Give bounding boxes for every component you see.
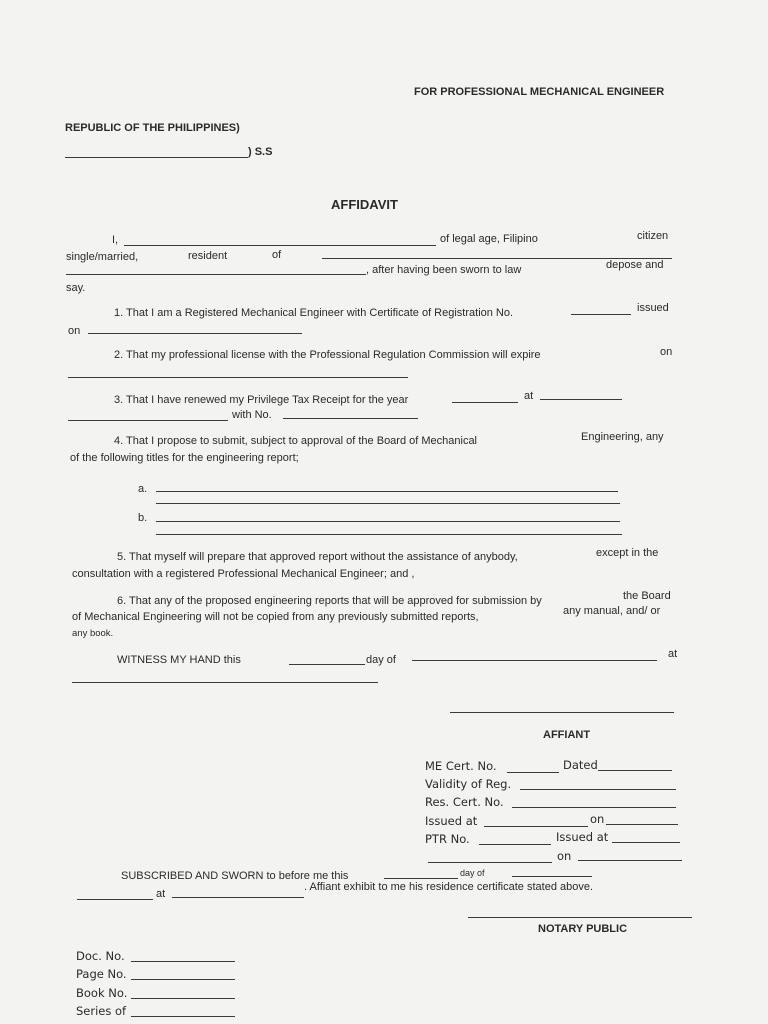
ptr-place-line [540, 399, 622, 400]
say-text: say. [66, 282, 86, 294]
me-cert-line [507, 772, 559, 773]
ptr-issued-at-label: Issued at [556, 830, 609, 844]
clause-4-text-b: Engineering, any [581, 431, 664, 443]
book-no-label: Book No. [76, 986, 128, 1000]
registration-date-line [88, 333, 302, 334]
affiant-label: AFFIANT [543, 729, 591, 741]
subscribed-at: at [156, 888, 166, 900]
subscribed-year-line [77, 899, 153, 900]
form-label: FOR PROFESSIONAL MECHANICAL ENGINEER [414, 86, 665, 98]
citizen-text: citizen [637, 230, 669, 242]
address-blank-line [66, 274, 366, 275]
clause-5-text-a: 5. That myself will prepare that approved report without the assistance of anybody, [117, 551, 518, 563]
title-a-line-2 [156, 503, 620, 504]
of-text: of [272, 249, 282, 261]
civil-status-text: single/married, [66, 251, 139, 263]
witness-day-line [289, 664, 365, 665]
title-b-line-2 [156, 534, 622, 535]
title-item-a-label: a. [138, 483, 148, 495]
witness-place-line [72, 682, 378, 683]
clause-1-on: on [68, 325, 81, 337]
clause-5-text-b: except in the [596, 547, 659, 559]
ptr-no-label: PTR No. [425, 832, 470, 846]
venue-label: REPUBLIC OF THE PHILIPPINES) [65, 122, 240, 134]
clause-6-text-e: any book. [72, 628, 114, 639]
series-line [131, 1016, 235, 1017]
subscribed-place-line [172, 897, 304, 898]
doc-no-line [131, 961, 235, 962]
validity-line [520, 789, 676, 790]
issued-at-line [484, 826, 588, 827]
witness-month-line [412, 660, 657, 661]
page-title: AFFIDAVIT [331, 197, 398, 212]
intro-i: I, [112, 234, 119, 246]
ss-label: ) S.S [248, 146, 273, 158]
witness-text: WITNESS MY HAND this [117, 654, 241, 666]
clause-4-text-a: 4. That I propose to submit, subject to approval of the Board of Mechanical [114, 435, 478, 447]
ptr-year-line [452, 402, 518, 403]
clause-3-text: 3. That I have renewed my Privilege Tax Receipt for the year [114, 394, 409, 406]
issued-on-line [606, 824, 678, 825]
clause-3-at: at [524, 390, 534, 402]
affiant-signature-line [450, 712, 674, 713]
dated-label: Dated [563, 758, 598, 772]
ptr-issued-at-line [612, 842, 680, 843]
dated-line [598, 770, 672, 771]
venue-blank-line [65, 157, 248, 158]
witness-at: at [668, 648, 678, 660]
clause-6-text-c: of Mechanical Engineering will not be copied from any previously submitted reports, [72, 611, 479, 623]
expiry-date-line [68, 377, 408, 378]
clause-2-text: 2. That my professional license with the Professional Regulation Commission will expire [114, 349, 541, 361]
subscribed-exhibit: . Affiant exhibit to me his residence certificate stated above. [304, 881, 594, 893]
title-item-b-label: b. [138, 512, 148, 524]
clause-5-text-c: consultation with a registered Professional Mechanical Engineer; and , [72, 568, 415, 580]
title-a-line-1 [156, 491, 618, 492]
registration-no-line [571, 314, 631, 315]
notary-label: NOTARY PUBLIC [538, 923, 628, 935]
clause-1-text: 1. That I am a Registered Mechanical Engineer with Certificate of Registration No. [114, 307, 514, 319]
resident-text: resident [188, 250, 228, 262]
clause-1-issued: issued [637, 302, 669, 314]
res-cert-label: Res. Cert. No. [425, 795, 504, 809]
subscribed-month-line [512, 876, 592, 877]
ptr-no-affiant-line [479, 844, 551, 845]
clause-4-text-c: of the following titles for the engineering report; [70, 452, 299, 464]
legal-age-text: of legal age, Filipino [440, 233, 538, 245]
clause-3-with: with No. [232, 409, 272, 421]
clause-2-on: on [660, 346, 673, 358]
me-cert-label: ME Cert. No. [425, 759, 497, 773]
name-blank-line [124, 245, 436, 246]
series-label: Series of [76, 1004, 127, 1018]
issued-on-label: on [590, 812, 605, 826]
page-no-line [131, 979, 235, 980]
depose-text: depose and [606, 259, 664, 271]
doc-no-label: Doc. No. [76, 949, 125, 963]
clause-6-text-a: 6. That any of the proposed engineering reports that will be approved for submission by [117, 595, 542, 607]
res-cert-line [512, 807, 676, 808]
subscribed-day-of: day of [460, 868, 485, 878]
notary-signature-line [468, 917, 692, 918]
ptr-date-line [68, 420, 228, 421]
ptr-place-affiant-line [428, 862, 552, 863]
ptr-on-label: on [557, 849, 572, 863]
issued-at-label: Issued at [425, 814, 478, 828]
clause-6-text-b: the Board [623, 590, 671, 602]
title-b-line-1 [156, 521, 620, 522]
witness-day-of: day of [366, 654, 396, 666]
ptr-no-line [283, 418, 418, 419]
subscribed-day-line [384, 878, 458, 879]
subscribed-text: SUBSCRIBED AND SWORN to before me this [121, 870, 349, 882]
book-no-line [131, 998, 235, 999]
clause-6-text-d: any manual, and/ or [563, 605, 661, 617]
ptr-on-line [578, 860, 682, 861]
sworn-text: , after having been sworn to law [366, 264, 522, 276]
page-no-label: Page No. [76, 967, 127, 981]
validity-label: Validity of Reg. [425, 777, 512, 791]
